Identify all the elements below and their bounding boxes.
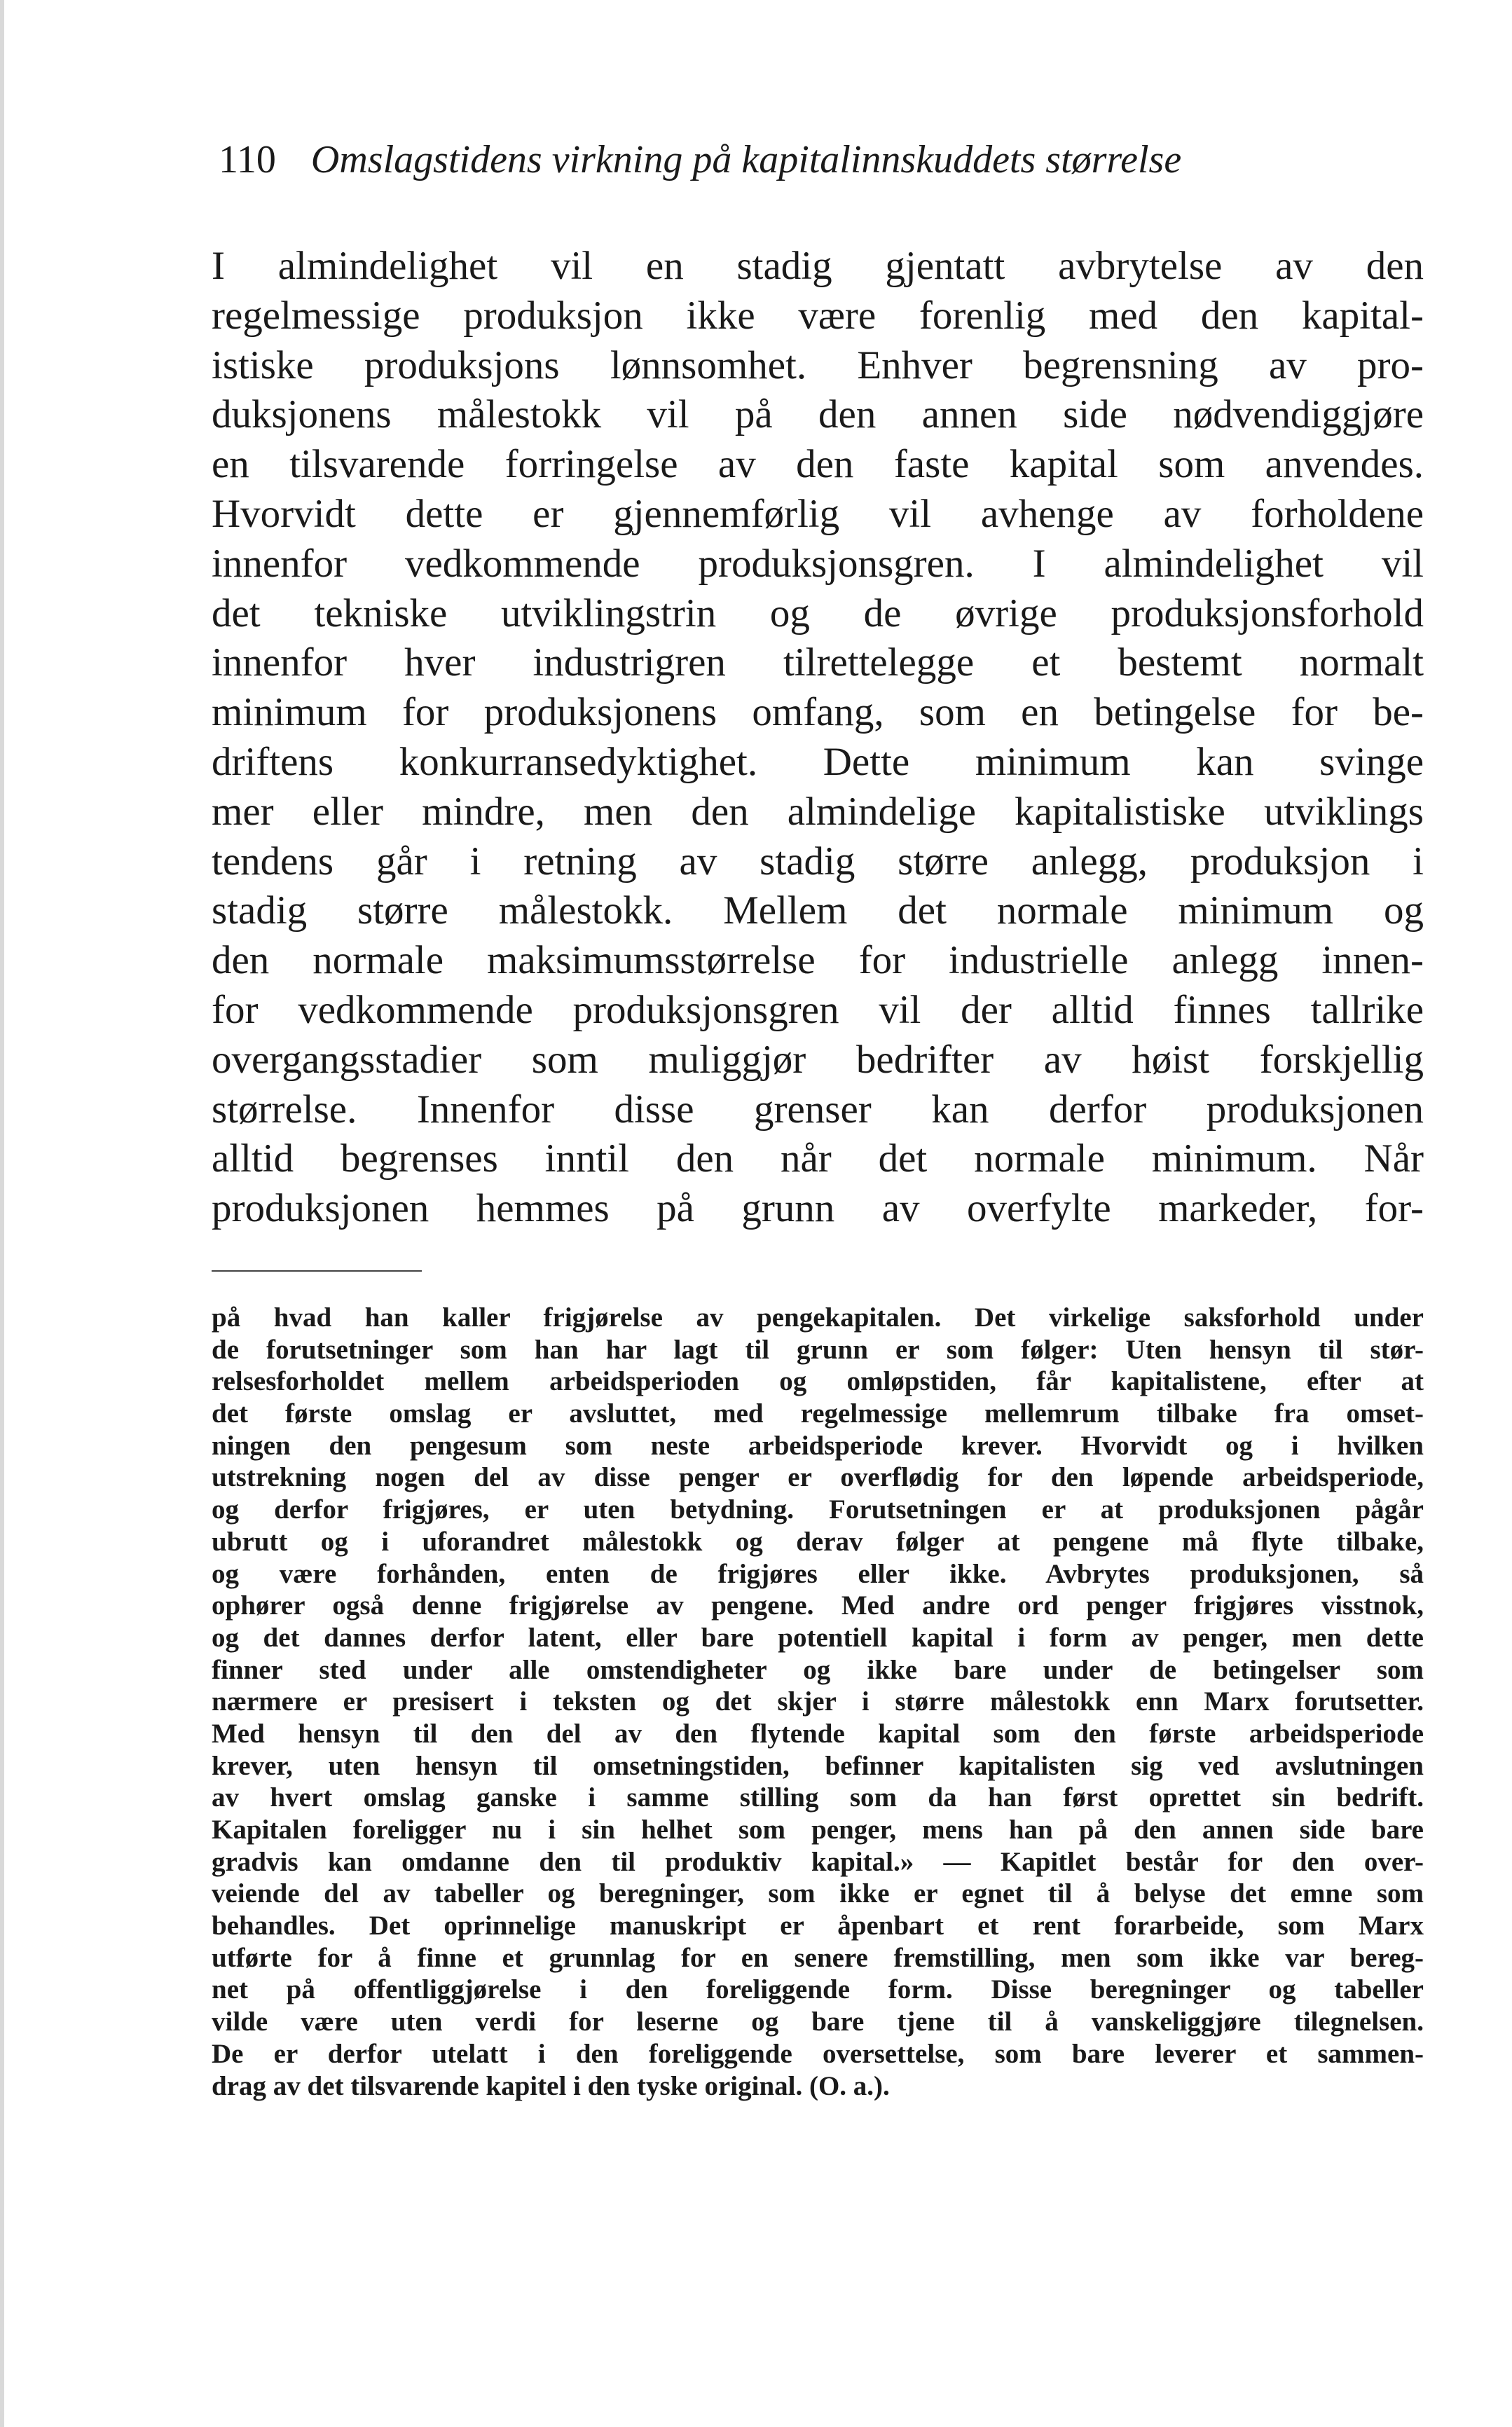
body-line: innenfor hver industrigren tilrettelegge et bestemt normalt — [212, 640, 1424, 685]
body-line: duksjonens målestokk vil på den annen side nødvendiggjøre — [212, 392, 1424, 437]
body-line: innenfor vedkommende produksjonsgren. I almindelighet vil — [212, 541, 1424, 586]
footnote-line: krever, uten hensyn til omsetningstiden, befinner kapitalisten sig ved avslutningen — [212, 1750, 1424, 1781]
footnote-line: ubrutt og i uforandret målestokk og derav følger at pengene må flyte tilbake, — [212, 1526, 1424, 1557]
body-line: regelmessige produksjon ikke være forenlig med den kapital- — [212, 293, 1424, 338]
footnote-line: net på offentliggjørelse i den foreliggende form. Disse beregninger og tabeller — [212, 1974, 1424, 2005]
footnote-line: de forutsetninger som han har lagt til grunn er som følger: Uten hensyn til stør- — [212, 1334, 1424, 1365]
footnote-line: det første omslag er avsluttet, med regelmessige mellemrum tilbake fra omset- — [212, 1398, 1424, 1429]
body-line: produksjonen hemmes på grunn av overfylte markeder, for- — [212, 1186, 1424, 1231]
body-line: størrelse. Innenfor disse grenser kan derfor produksjonen — [212, 1087, 1424, 1132]
body-line: den normale maksimumsstørrelse for industrielle anlegg innen- — [212, 938, 1424, 983]
footnote-line: behandles. Det oprinnelige manuskript er åpenbart et rent forarbeide, som Marx — [212, 1911, 1424, 1941]
body-line: alltid begrenses inntil den når det normale minimum. Når — [212, 1136, 1424, 1181]
footnote-line: og være forhånden, enten de frigjøres eller ikke. Avbrytes produksjonen, så — [212, 1558, 1424, 1589]
footnote-line: nærmere er presisert i teksten og det skjer i større målestokk enn Marx forutsetter. — [212, 1686, 1424, 1717]
running-header — [219, 132, 1340, 188]
footnote-line: ningen den pengesum som neste arbeidsperiode krever. Hvorvidt og i hvilken — [212, 1430, 1424, 1461]
body-line: overgangsstadier som muliggjør bedrifter av høist forskjellig — [212, 1037, 1424, 1082]
footnote-line: utstrekning nogen del av disse penger er overflødig for den løpende arbeidsperiode, — [212, 1462, 1424, 1493]
footnote-line: vilde være uten verdi for leserne og bare tjene til å vanskeliggjøre tilegnelsen. — [212, 2007, 1424, 2037]
footnote-line: Kapitalen foreligger nu i sin helhet som penger, mens han på den annen side bare — [212, 1815, 1424, 1845]
body-line: stadig større målestokk. Mellem det normale minimum og — [212, 888, 1424, 933]
body-line: driftens konkurransedyktighet. Dette minimum kan svinge — [212, 739, 1424, 784]
footnote-line: og derfor frigjøres, er uten betydning. Forutsetningen er at produksjonen pågår — [212, 1494, 1424, 1525]
body-line: for vedkommende produksjonsgren vil der alltid finnes tallrike — [212, 987, 1424, 1032]
body-text — [212, 242, 1424, 1234]
body-line: istiske produksjons lønnsomhet. Enhver begrensning av pro- — [212, 343, 1424, 387]
footnote-line: De er derfor utelatt i den foreliggende oversettelse, som bare leverer et sammen- — [212, 2038, 1424, 2069]
footnote-line: og det dannes derfor latent, eller bare potentiell kapital i form av penger, men dette — [212, 1622, 1424, 1653]
body-line: det tekniske utviklingstrin og de øvrige produksjonsforhold — [212, 591, 1424, 635]
footnote-line: av hvert omslag ganske i samme stilling som da han først oprettet sin bedrift. — [212, 1782, 1424, 1813]
footnote-line: veiende del av tabeller og beregninger, som ikke er egnet til å belyse det emne som — [212, 1878, 1424, 1909]
footnote-line: drag av det tilsvarende kapitel i den tyske original. (O. a.). — [212, 2070, 890, 2101]
body-line: tendens går i retning av stadig større anlegg, produksjon i — [212, 839, 1424, 884]
page-edge — [0, 0, 4, 2427]
footnote-line: relsesforholdet mellem arbeidsperioden og omløpstiden, får kapitalistene, efter at — [212, 1366, 1424, 1397]
footnote-line: gradvis kan omdanne den til produktiv kapital.» — Kapitlet består for den over- — [212, 1846, 1424, 1877]
page-number: 110 — [219, 138, 276, 181]
footnote-line: ophører også denne frigjørelse av pengene. Med andre ord penger frigjøres visstnok, — [212, 1590, 1424, 1621]
body-line: minimum for produksjonens omfang, som en betingelse for be- — [212, 690, 1424, 735]
footnote-separator — [212, 1270, 422, 1272]
footnote-line: på hvad han kaller frigjørelse av pengekapitalen. Det virkelige saksforhold under — [212, 1302, 1424, 1333]
footnote-line: utførte for å finne et grunnlag for en senere fremstilling, men som ikke var bereg- — [212, 1942, 1424, 1973]
running-title: Omslagstidens virkning på kapitalinnskuddets størrelse — [310, 138, 1182, 181]
body-line: mer eller mindre, men den almindelige kapitalistiske utviklings — [212, 789, 1424, 834]
footnote — [212, 1302, 1424, 2102]
body-line: I almindelighet vil en stadig gjentatt avbrytelse av den — [212, 244, 1424, 288]
body-line: Hvorvidt dette er gjennemførlig vil avhenge av forholdene — [212, 491, 1424, 536]
footnote-line: Med hensyn til den del av den flytende kapital som den første arbeidsperiode — [212, 1718, 1424, 1749]
footnote-line: finner sted under alle omstendigheter og ikke bare under de betingelser som — [212, 1654, 1424, 1685]
body-line: en tilsvarende forringelse av den faste kapital som anvendes. — [212, 442, 1424, 487]
